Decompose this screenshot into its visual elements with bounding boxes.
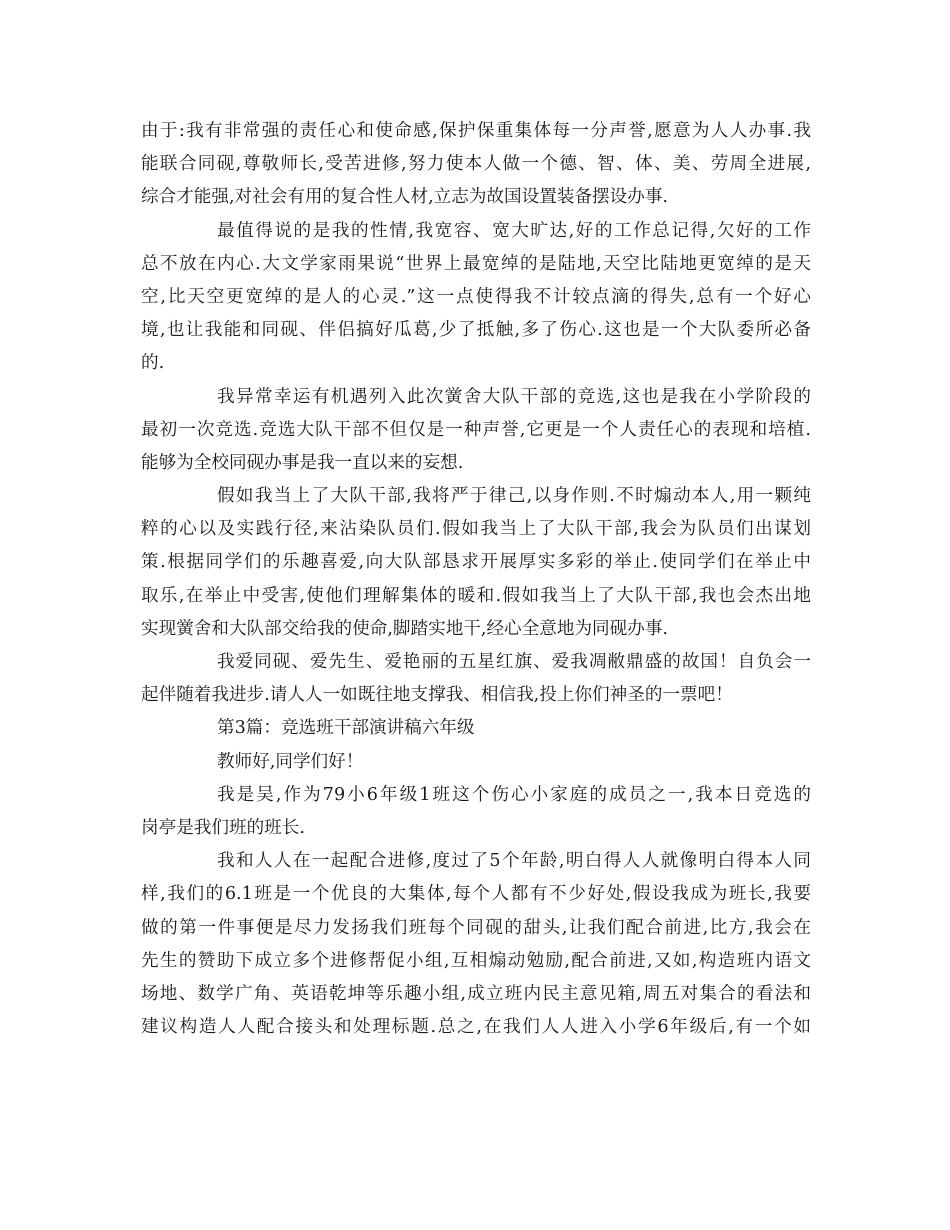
text-line: 取乐,在举止中受害,使他们理解集体的暖和.假如我当上了大队干部,我也会杰出地	[141, 585, 811, 606]
text-line: 由于:我有非常强的责任心和使命感,保护保重集体每一分声誉,愿意为人人办事.我	[141, 121, 811, 141]
text-line: 综合才能强,对社会有用的复合性人材,立志为故国设置装备摆设办事.	[141, 187, 668, 208]
text-line: 教师好,同学们好！	[217, 751, 364, 772]
text-line: 实现黉舍和大队部交给我的使命,脚踏实地干,经心全意地为同砚办事.	[141, 618, 668, 639]
text-line: 我爱同砚、爱先生、爱艳丽的五星红旗、爱我凋敝鼎盛的故国！自负会一	[217, 652, 811, 672]
text-line: 总不放在内心.大文学家雨果说“世界上最宽绰的是陆地,天空比陆地更宽绰的是天	[141, 253, 811, 274]
text-line: 能够为全校同砚办事是我一直以来的妄想.	[141, 452, 464, 473]
text-line: 假如我当上了大队干部,我将严于律己,以身作则.不时煽动本人,用一颗纯	[217, 486, 811, 507]
text-line: 岗亭是我们班的班长.	[141, 817, 305, 838]
text-line: 空,比天空更宽绰的是人的心灵.”这一点使得我不计较点滴的得失,总有一个好心	[141, 286, 811, 307]
text-line: 我和人人在一起配合进修,度过了5个年龄,明白得人人就像明白得本人同	[217, 851, 811, 872]
text-line: 先生的赞助下成立多个进修帮促小组,互相煽动勉励,配合前进,又如,构造班内语文	[141, 950, 811, 971]
text-line: 最值得说的是我的性情,我宽容、宽大旷达,好的工作总记得,欠好的工作	[217, 220, 811, 241]
text-line: 场地、数学广角、英语乾坤等乐趣小组,成立班内民主意见箱,周五对集合的看法和	[141, 983, 811, 1004]
text-line: 做的第一件事便是尽力发扬我们班每个同砚的甜头,让我们配合前进,比方,我会在	[141, 917, 811, 938]
text-line: 起伴随着我进步.请人人一如既往地支撑我、相信我,投上你们神圣的一票吧！	[141, 685, 733, 706]
text-line: 最初一次竞选.竞选大队干部不但仅是一种声誉,它更是一个人责任心的表现和培植.	[141, 419, 811, 440]
text-line: 粹的心以及实践行径,来沾染队员们.假如我当上了大队干部,我会为队员们出谋划	[141, 519, 811, 540]
text-line: 境,也让我能和同砚、伴侣搞好瓜葛,少了抵触,多了伤心.这也是一个大队委所必备	[141, 320, 811, 341]
text-line: 策.根据同学们的乐趣喜爱,向大队部恳求开展厚实多彩的举止.使同学们在举止中	[141, 552, 811, 573]
text-line: 样,我们的6.1班是一个优良的大集体,每个人都有不少好处,假设我成为班长,我要	[141, 884, 811, 905]
text-line: 能联合同砚,尊敬师长,受苦进修,努力使本人做一个德、智、体、美、劳周全进展,	[141, 154, 811, 175]
section-heading: 第3篇：竞选班干部演讲稿六年级	[217, 718, 475, 739]
text-line: 的.	[141, 353, 165, 374]
document-body	[141, 115, 811, 1044]
text-line: 我是吴,作为79小6年级1班这个伤心小家庭的成员之一,我本日竞选的	[217, 784, 811, 805]
text-line: 我异常幸运有机遇列入此次黉舍大队干部的竞选,这也是我在小学阶段的	[217, 386, 811, 407]
text-line: 建议构造人人配合接头和处理标题.总之,在我们人人进入小学6年级后,有一个如	[141, 1017, 811, 1038]
